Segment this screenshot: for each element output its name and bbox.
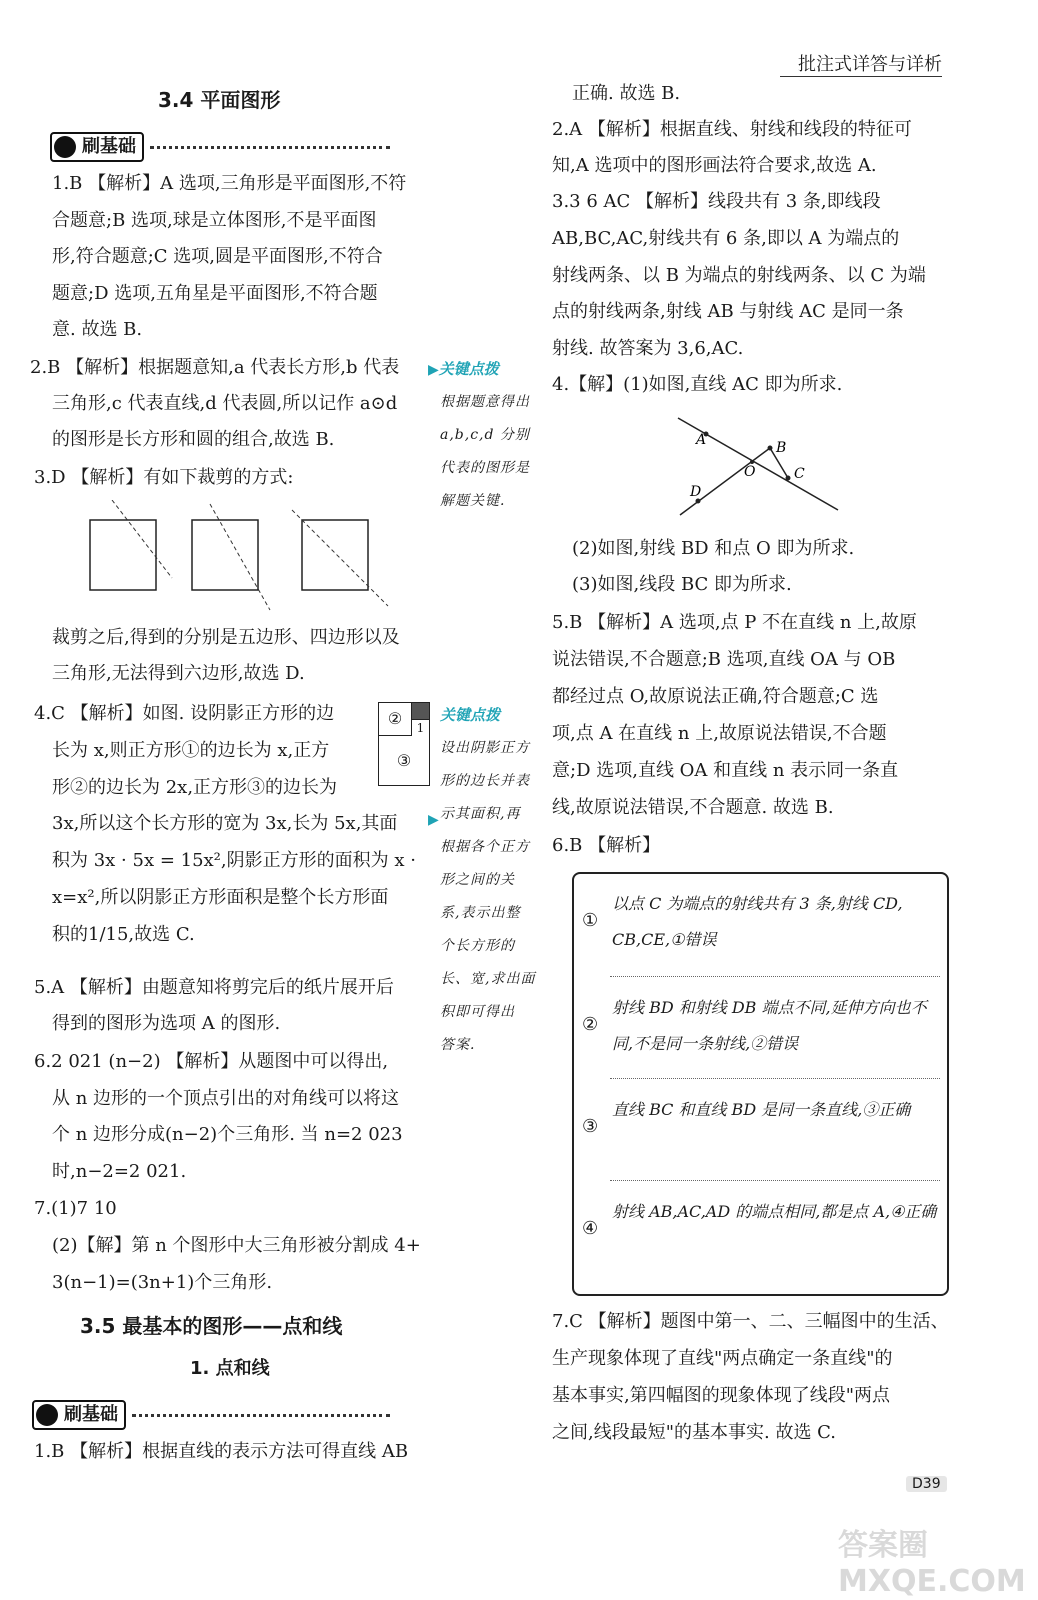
text-line: 时,n−2=2 021. [52,1160,187,1182]
note-line: 形的边长并表 [440,773,530,789]
text-line: 5.A 【解析】由题意知将剪完后的纸片展开后 [34,977,394,998]
row-text: 直线 BC 和直线 BD 是同一条直线,③正确 [612,1100,911,1119]
square-1-label: 1 [412,719,429,736]
note-line: 根据各个正方 [440,839,530,855]
text-line: 射线两条、以 B 为端点的射线两条、以 C 为端 [552,264,926,286]
text-line: 6.2 021 (n−2) 【解析】从题图中可以得出, [34,1051,389,1072]
brush-basic-banner-2 [32,1400,390,1430]
note-line: a,b,c,d 分别 [440,427,530,443]
text-line: 的图形是长方形和圆的组合,故选 B. [52,429,335,450]
divider-2 [132,1414,390,1417]
text-line: 三角形,c 代表直线,d 代表圆,所以记作 a⊙d [52,393,398,414]
row-number: ② [582,1014,599,1035]
text-line: 2.A 【解析】根据直线、射线和线段的特征可 [552,119,912,140]
note-line: 答案. [440,1037,476,1053]
text-line: (2)【解】第 n 个图形中大三角形被分割成 4+ [52,1235,421,1256]
label-O: O [744,464,756,480]
row-text: 以点 C 为端点的射线共有 3 条,射线 CD, CB,CE,①错误 [612,894,903,949]
brush-basic-banner [50,132,390,162]
text-line: 得到的图形为选项 A 的图形. [52,1013,281,1034]
text-line: 6.B 【解析】 [552,835,661,856]
text-line: 都经过点 O,故原说法正确,符合题意;C 选 [552,686,879,707]
row-number: ④ [582,1218,599,1239]
divider [150,146,390,149]
table-row [574,874,947,974]
sidebar-note-1 [440,386,540,518]
text-line: 裁剪之后,得到的分别是五边形、四边形以及 [52,627,400,648]
text-line: 说法错误,不合题意;B 选项,直线 OA 与 OB [552,649,896,670]
text-line: (3)如图,线段 BC 即为所求. [572,574,792,595]
text-line: 5.B 【解析】A 选项,点 P 不在直线 n 上,故原 [552,612,917,633]
note-line: 个长方形的 [440,938,515,954]
text-line: 3(n−1)=(3n+1)个三角形. [52,1272,273,1293]
note-line: 示其面积,再 [440,806,521,822]
cut-line-3 [292,510,388,606]
key-point-2 [440,704,500,725]
note-line: 设出阴影正方 [440,740,530,756]
divider [610,976,940,977]
note-line: 解题关键. [440,493,506,509]
text-line: 之间,线段最短"的基本事实. 故选 C. [552,1422,837,1443]
q6-analysis-table [572,872,949,1296]
text-line: 积的1/15,故选 C. [52,923,195,945]
subsection-title: 1. 点和线 [190,1358,270,1379]
text-line: x=x²,所以阴影正方形面积是整个长方形面 [52,887,389,908]
divider [610,1078,940,1079]
key-label: 关键点拨 [440,706,501,724]
note-line: 根据题意得出 [440,394,530,410]
note-line: 长、宽,求出面 [440,971,536,987]
text-line: 意. 故选 B. [52,319,143,340]
label-D: D [690,484,702,500]
sidebar-note-2 [440,732,540,1062]
text-line: 4.【解】(1)如图,直线 AC 即为所求. [552,374,843,395]
row-number: ① [582,910,599,931]
text-line: 3.3 6 AC 【解析】线段共有 3 条,即线段 [552,191,881,212]
table-row [574,978,947,1078]
page-number: D39 [906,1476,947,1492]
point-B [768,446,773,451]
text-line: 1.B 【解析】根据直线的表示方法可得直线 AB [34,1441,409,1462]
table-row [574,1080,947,1180]
text-line: 从 n 边形的一个顶点引出的对角线可以将这 [52,1087,400,1109]
label-C: C [794,466,805,482]
label-B: B [776,440,787,456]
table-row [574,1182,947,1282]
text-line: 个 n 边形分成(n−2)个三角形. 当 n=2 023 [52,1124,403,1145]
text-line: 3.D 【解析】有如下裁剪的方式: [34,467,294,488]
text-line: 积为 3x · 5x = 15x²,阴影正方形的面积为 x · [52,850,416,872]
text-line: 2.B 【解析】根据题意知,a 代表长方形,b 代表 [30,357,400,378]
text-line: 4.C 【解析】如图. 设阴影正方形的边 [34,703,335,724]
text-line: 3x,所以这个长方形的宽为 3x,长为 5x,其面 [52,813,398,835]
header-title: 批注式详答与详析 [798,54,942,75]
text-line: 三角形,无法得到六边形,故选 D. [52,663,305,684]
square-1 [90,520,156,590]
text-line: AB,BC,AC,射线共有 6 条,即以 A 为端点的 [552,227,900,249]
key-label: 关键点拨 [438,360,499,378]
note-line: 积即可得出 [440,1004,515,1020]
square-2-label: ② [379,703,412,736]
brush-label-2: 刷基础 [32,1400,126,1430]
row-text: 射线 BD 和射线 DB 端点不同,延伸方向也不同,不是同一条射线,②错误 [612,998,927,1053]
header-rule [780,76,942,77]
text-line: 形②的边长为 2x,正方形③的边长为 [52,776,338,798]
section-title-3-4: 3.4 平面图形 [158,88,281,112]
row-number: ③ [582,1116,599,1137]
note-line: 代表的图形是 [440,460,530,476]
q4-rectangle-figure [378,702,430,786]
text-line: 长为 x,则正方形①的边长为 x,正方 [52,739,330,761]
section-title-3-5: 3.5 最基本的图形——点和线 [80,1314,343,1338]
text-line: 正确. 故选 B. [572,83,681,104]
square-3-label: ③ [396,751,412,770]
text-line: 7.C 【解析】题图中第一、二、三幅图中的生活、 [552,1311,949,1332]
text-line: 知,A 选项中的图形画法符合要求,故选 A. [552,155,877,176]
note-line: 形之间的关 [440,872,515,888]
divider [610,1180,940,1181]
text-line: 线,故原说法错误,不合题意. 故选 B. [552,797,834,818]
cut-line-1 [112,500,172,578]
key-point-1 [428,358,499,379]
text-line: 生产现象体现了直线"两点确定一条直线"的 [552,1348,893,1369]
text-line: 形,符合题意;C 选项,圆是平面图形,不符合 [52,246,383,267]
watermark-logo: 答案圈 MXQE.COM [838,1528,1026,1599]
text-line: 7.(1)7 10 [34,1198,117,1219]
text-line: 1.B 【解析】A 选项,三角形是平面图形,不符 [52,173,407,194]
arrow-icon: ▶ [428,362,439,378]
text-line: 项,点 A 在直线 n 上,故原说法错误,不合题 [552,723,887,744]
label-A: A [696,432,707,448]
text-line: 基本事实,第四幅图的现象体现了线段"两点 [552,1385,890,1406]
text-line: 射线. 故答案为 3,6,AC. [552,338,744,360]
note-line: 系,表示出整 [440,905,521,921]
arrow-icon: ▶ [428,812,439,828]
brush-label: 刷基础 [50,132,144,162]
shaded-square [412,703,429,719]
point-C [786,476,791,481]
text-line: 意;D 选项,直线 OA 和直线 n 表示同一条直 [552,760,899,781]
q3-cut-figure [80,500,400,620]
text-line: 点的射线两条,射线 AB 与射线 AC 是同一条 [552,301,904,323]
ray-BD [680,448,770,515]
text-line: (2)如图,射线 BD 和点 O 即为所求. [572,538,855,559]
row-text: 射线 AB,AC,AD 的端点相同,都是点 A,④正确 [612,1202,937,1221]
text-line: 题意;D 选项,五角星是平面图形,不符合题 [52,282,378,304]
text-line: 合题意;B 选项,球是立体图形,不是平面图 [52,209,377,231]
q4-line-figure [670,410,850,520]
